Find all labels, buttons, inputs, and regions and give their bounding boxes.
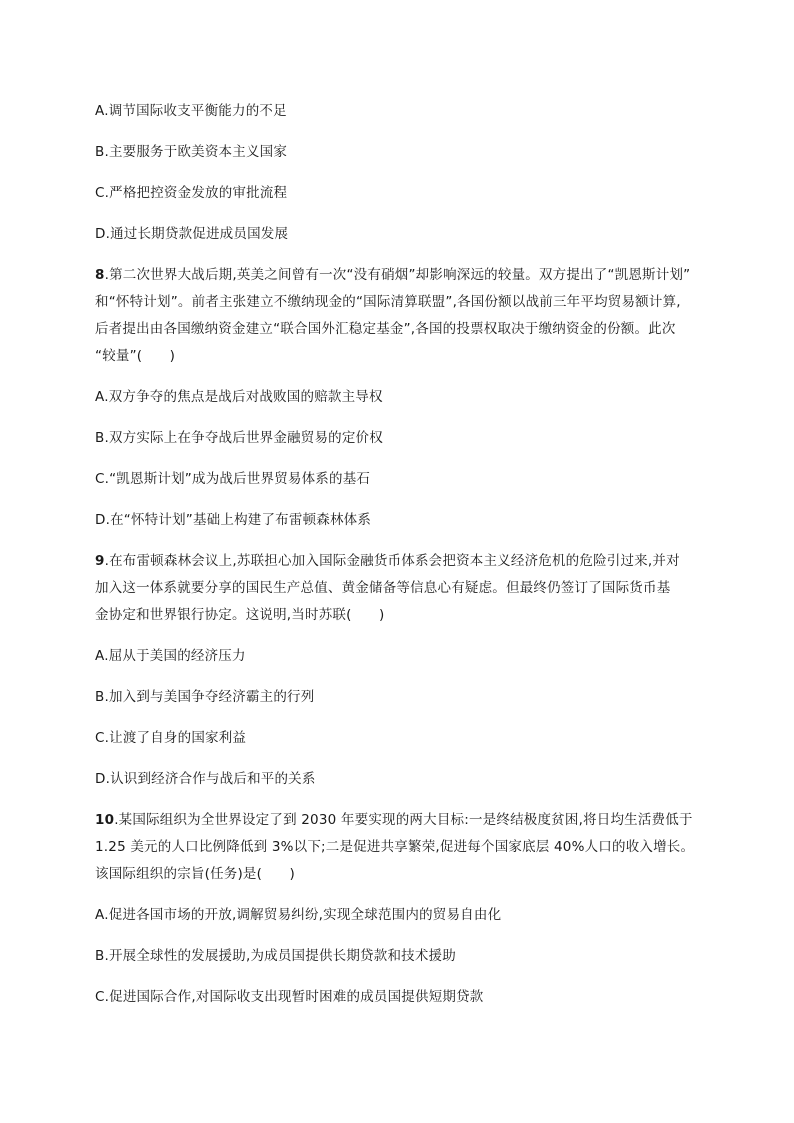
q10-option-c: C.促进国际合作,对国际收支出现暂时困难的成员国提供短期贷款 [95, 989, 484, 1005]
q7-option-b: B.主要服务于欧美资本主义国家 [95, 144, 288, 160]
q10-number: 10 [95, 812, 115, 828]
q10-stem-line-1: 10.某国际组织为全世界设定了到 2030 年要实现的两大目标:一是终结极度贫困,将日均生活费低于 [95, 812, 693, 828]
q9-option-b: B.加入到与美国争夺经济霸主的行列 [95, 689, 315, 705]
q8-option-c: C.“凯恩斯计划”成为战后世界贸易体系的基石 [95, 471, 371, 487]
q8-stem-line-3: 后者提出由各国缴纳资金建立“联合国外汇稳定基金”,各国的投票权取决于缴纳资金的份额。此次 [95, 321, 676, 337]
q8-stem-line-4: “较量”( ) [95, 348, 176, 364]
q8-stem-line-2: 和“怀特计划”。前者主张建立不缴纳现金的“国际清算联盟”,各国份额以战前三年平均贸易额计算, [95, 294, 681, 310]
q9-option-c: C.让渡了自身的国家利益 [95, 730, 247, 746]
q10-stem-line-3: 该国际组织的宗旨(任务)是( ) [95, 866, 295, 882]
q9-option-a: A.屈从于美国的经济压力 [95, 648, 246, 664]
q9-stem-line-3: 金协定和世界银行协定。这说明,当时苏联( ) [95, 607, 385, 623]
q7-option-a: A.调节国际收支平衡能力的不足 [95, 103, 287, 119]
q7-option-d: D.通过长期贷款促进成员国发展 [95, 226, 289, 242]
q7-option-c: C.严格把控资金发放的审批流程 [95, 185, 288, 201]
q8-number: 8 [95, 267, 105, 283]
q9-number: 9 [95, 553, 105, 569]
q8-option-b: B.双方实际上在争夺战后世界金融贸易的定价权 [95, 430, 383, 446]
q10-option-a: A.促进各国市场的开放,调解贸易纠纷,实现全球范围内的贸易自由化 [95, 907, 502, 923]
q10-option-b: B.开展全球性的发展援助,为成员国提供长期贷款和技术援助 [95, 948, 456, 964]
q8-stem-line-1: 8.第二次世界大战后期,英美之间曾有一次“没有硝烟”却影响深远的较量。双方提出了“凯恩斯计划” [95, 267, 691, 283]
q10-stem-line-2: 1.25 美元的人口比例降低到 3%以下;二是促进共享繁荣,促进每个国家底层 40%人口的收入增长。 [95, 839, 695, 855]
q9-stem-line-2: 加入这一体系就要分享的国民生产总值、黄金储备等信息心有疑虑。但最终仍签订了国际货币基 [95, 580, 671, 596]
q8-option-a: A.双方争夺的焦点是战后对战败国的赔款主导权 [95, 389, 383, 405]
q9-stem-line-1: 9.在布雷顿森林会议上,苏联担心加入国际金融货币体系会把资本主义经济危机的危险引过来,并对 [95, 553, 680, 569]
q8-option-d: D.在“怀特计划”基础上构建了布雷顿森林体系 [95, 512, 372, 528]
q9-option-d: D.认识到经济合作与战后和平的关系 [95, 771, 316, 787]
